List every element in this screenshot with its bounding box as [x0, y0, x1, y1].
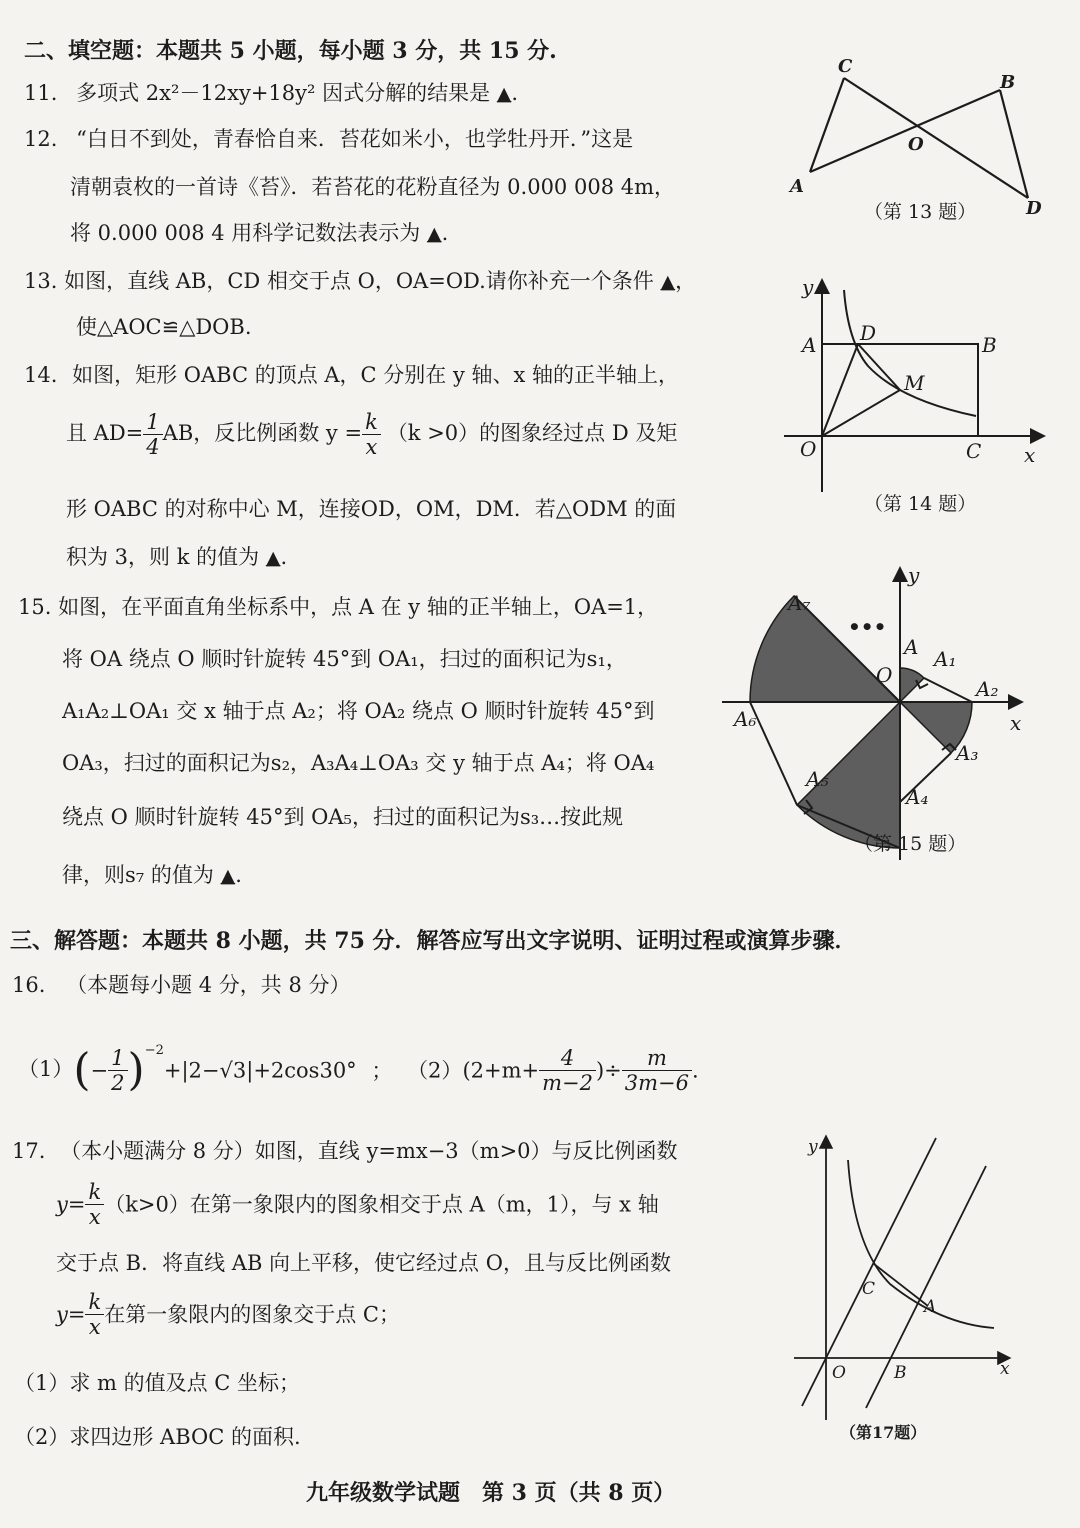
ellipsis: •••	[848, 615, 887, 639]
label-c: C	[838, 56, 853, 77]
label-a: A	[790, 176, 804, 197]
q15-post: .	[235, 863, 242, 887]
segment-om	[822, 390, 900, 436]
q15-num: 15.	[18, 595, 52, 619]
frac-num: 1	[143, 410, 162, 435]
label-b: B	[982, 333, 997, 357]
q12-text1: “白日不到处，青春恰自来．苔花如米小，也学牡丹开．”这是	[76, 127, 634, 151]
segment-a5a6	[750, 702, 797, 805]
q16-num: 16.	[12, 973, 46, 997]
q16-frac-half	[108, 1046, 127, 1095]
paren-right: )	[127, 1044, 145, 1096]
q17-text1: （本小题满分 8 分）如图，直线 y=mx−3（m>0）与反比例函数	[60, 1139, 678, 1163]
q11	[24, 80, 518, 107]
q12-post: .	[441, 221, 449, 245]
q11-num: 11.	[24, 81, 58, 105]
label-x: x	[1000, 1359, 1010, 1379]
caption-fig14: （第 14 题）	[864, 493, 977, 515]
sector-s1	[900, 668, 924, 702]
label-a6: A₆	[734, 707, 757, 731]
label-o: O	[832, 1363, 846, 1383]
q14-post: .	[280, 545, 288, 569]
q17-sub2: （2）求四边形 ABOC 的面积.	[14, 1425, 301, 1449]
q17-line3: 交于点 B．将直线 AB 向上平移，使它经过点 O，且与反比例函数	[56, 1251, 671, 1275]
q12-text3: 将 0.000 008 4 用科学记数法表示为	[70, 221, 421, 245]
frac-den: 3m−6	[624, 1071, 690, 1095]
q12-num: 12.	[24, 127, 58, 151]
q17-frac-b	[85, 1290, 104, 1339]
frac-num: 4	[539, 1046, 596, 1071]
q14-text2a: 且 AD=	[66, 421, 144, 445]
segment-dm	[858, 344, 900, 390]
q16-p2-label: （2）	[407, 1058, 463, 1083]
frac-num: k	[362, 410, 381, 435]
caption-fig13: （第 13 题）	[864, 201, 977, 223]
label-b: B	[894, 1363, 907, 1383]
q14-line4	[66, 544, 287, 571]
segment-ac	[810, 78, 844, 172]
frac-den: x	[88, 1315, 101, 1339]
label-d: D	[860, 321, 877, 345]
q16-p1-rest: +|2−√3|+2cos30°	[163, 1058, 357, 1083]
q17-num: 17.	[12, 1139, 46, 1163]
label-a: A	[924, 1297, 937, 1317]
q13-line2: 使△AOC≌△DOB.	[76, 315, 252, 339]
segment-od	[822, 344, 858, 436]
segment-a1a2	[924, 678, 972, 702]
q11-blank[interactable]: ▲	[496, 83, 512, 105]
label-y: y	[908, 563, 920, 587]
q14-line3: 形 OABC 的对称中心 M，连接OD，OM，DM．若△ODM 的面	[66, 497, 677, 521]
q15-line4: OA₃，扫过的面积记为s₂，A₃A₄⊥OA₃ 交 y 轴于点 A₄；将 OA₄	[62, 751, 655, 775]
q14-text2c: （k >0）的图象经过点 D 及矩	[386, 421, 678, 445]
label-a: A	[904, 635, 919, 659]
paren-left: (	[73, 1044, 91, 1096]
hyperbola	[848, 1160, 994, 1328]
q12-line3	[70, 220, 448, 247]
frac-num: k	[85, 1290, 104, 1315]
q17-text2a: y=	[56, 1192, 86, 1217]
label-y: y	[802, 275, 814, 299]
section3-header: 三、解答题：本题共 8 小题，共 75 分．解答应写出文字说明、证明过程或演算步骤．	[10, 928, 857, 954]
frac-num: m	[622, 1046, 692, 1071]
label-a1: A₁	[934, 647, 957, 671]
label-o: O	[800, 437, 817, 461]
frac-den: 2	[111, 1071, 125, 1095]
q13-blank[interactable]: ▲	[660, 271, 676, 293]
label-b: B	[1000, 72, 1016, 93]
q14-line2	[66, 410, 677, 459]
q17-text4b: 在第一象限内的图象交于点 C；	[104, 1302, 400, 1327]
q13-line1	[24, 268, 696, 295]
q15-text6: 律，则s₇ 的值为	[62, 863, 214, 887]
q14-num: 14.	[24, 363, 58, 387]
segment-cd	[844, 78, 1028, 198]
q16-sep: ；	[371, 1058, 393, 1083]
q11-text: 多项式 2x²－12xy+18y² 因式分解的结果是	[76, 81, 491, 105]
q13-text1: 如图，直线 AB，CD 相交于点 O，OA=OD.请你补充一个条件	[64, 269, 654, 293]
q12-line2: 清朝袁枚的一首诗《苔》．若苔花的花粉直径为 0.000 008 4m，	[70, 175, 675, 199]
label-a4: A₄	[906, 785, 929, 809]
q14-blank[interactable]: ▲	[265, 547, 281, 569]
label-x: x	[1010, 711, 1022, 735]
q16-exponent: −2	[144, 1043, 164, 1058]
figure-14	[780, 270, 1070, 530]
frac-num: k	[85, 1180, 104, 1205]
q15-line3: A₁A₂⊥OA₁ 交 x 轴于点 A₂；将 OA₂ 绕点 O 顺时针旋转 45°到	[62, 699, 655, 723]
q17-line4	[56, 1290, 400, 1339]
q16-note: （本题每小题 4 分，共 8 分）	[66, 973, 351, 997]
segment-ca	[874, 1264, 928, 1306]
label-x: x	[1024, 443, 1036, 467]
caption-fig15: （第 15 题）	[854, 833, 967, 855]
label-a: A	[802, 333, 817, 357]
q16-p2-mid: )÷	[595, 1058, 622, 1083]
label-o: O	[908, 134, 924, 155]
q15-text1: 如图，在平面直角坐标系中，点 A 在 y 轴的正半轴上，OA=1，	[58, 595, 659, 619]
q14-text1: 如图，矩形 OABC 的顶点 A，C 分别在 y 轴、x 轴的正半轴上，	[72, 363, 680, 387]
q12-line1	[24, 126, 633, 152]
page-footer: 九年级数学试题 第 3 页（共 8 页）	[306, 1480, 676, 1506]
figure-17	[790, 1128, 1020, 1448]
label-o: O	[876, 663, 893, 687]
label-d: D	[1026, 198, 1042, 219]
frac-den: x	[88, 1205, 101, 1229]
figure-15	[722, 560, 1072, 860]
q13-num: 13.	[24, 269, 58, 293]
q17-line1	[12, 1138, 678, 1164]
frac-den: 4	[146, 435, 160, 459]
q15-line5: 绕点 O 顺时针旋转 45°到 OA₅，扫过的面积记为s₃…按此规	[62, 805, 624, 829]
figure-13	[780, 52, 1070, 232]
label-a3: A₃	[956, 741, 979, 765]
q15-line1	[18, 594, 658, 620]
label-a7: A₇	[788, 591, 811, 615]
section2-header: 二、填空题：本题共 5 小题，每小题 3 分，共 15 分.	[24, 38, 557, 64]
q14-text2b: AB，反比例函数 y =	[162, 421, 363, 445]
line-ab	[866, 1166, 986, 1408]
label-c: C	[966, 439, 982, 463]
label-a5: A₅	[806, 767, 829, 791]
q12-blank[interactable]: ▲	[426, 223, 442, 245]
q15-line6	[62, 862, 242, 889]
q16-frac1	[539, 1046, 596, 1095]
frac-den: x	[365, 435, 378, 459]
q13-post: ，	[675, 269, 697, 293]
q16-p1-label: （1）	[18, 1057, 74, 1081]
q17-text2b: （k>0）在第一象限内的图象相交于点 A（m，1），与 x 轴	[104, 1192, 659, 1217]
q14-frac-ad	[143, 410, 162, 459]
line-oc	[802, 1138, 936, 1406]
hyperbola	[844, 290, 976, 416]
q16-p2-post: .	[692, 1058, 699, 1083]
q16-frac2	[622, 1046, 692, 1095]
q17-text4a: y=	[56, 1302, 86, 1327]
q16-line	[12, 972, 351, 998]
q16-expressions: （1）(− $\frac{1}{2}$ )$^{-2}$+|2−√3|+2cos30° ； （2）(2+m+ $\frac{4}{m-2}$ )÷ $\frac{m}{3m-6}$ .	[18, 1043, 699, 1096]
q14-frac-k	[362, 410, 381, 459]
segment-ab	[810, 90, 1000, 172]
frac-den: m−2	[542, 1071, 593, 1095]
q16-p2-pre: (2+m+	[462, 1058, 540, 1083]
label-m: M	[904, 371, 925, 395]
q17-line2	[56, 1180, 659, 1229]
frac-num: 1	[108, 1046, 127, 1071]
q17-sub1: （1）求 m 的值及点 C 坐标；	[14, 1371, 301, 1395]
q14-line1	[24, 362, 679, 388]
q17-frac-a	[85, 1180, 104, 1229]
q14-text4: 积为 3，则 k 的值为	[66, 545, 260, 569]
caption-fig17: （第17题）	[840, 1423, 927, 1442]
label-c: C	[862, 1279, 876, 1299]
label-y: y	[808, 1137, 818, 1157]
q15-line2: 将 OA 绕点 O 顺时针旋转 45°到 OA₁，扫过的面积记为s₁，	[62, 647, 627, 671]
q11-post: .	[511, 81, 519, 105]
q15-blank[interactable]: ▲	[220, 865, 236, 887]
label-a2: A₂	[976, 677, 999, 701]
